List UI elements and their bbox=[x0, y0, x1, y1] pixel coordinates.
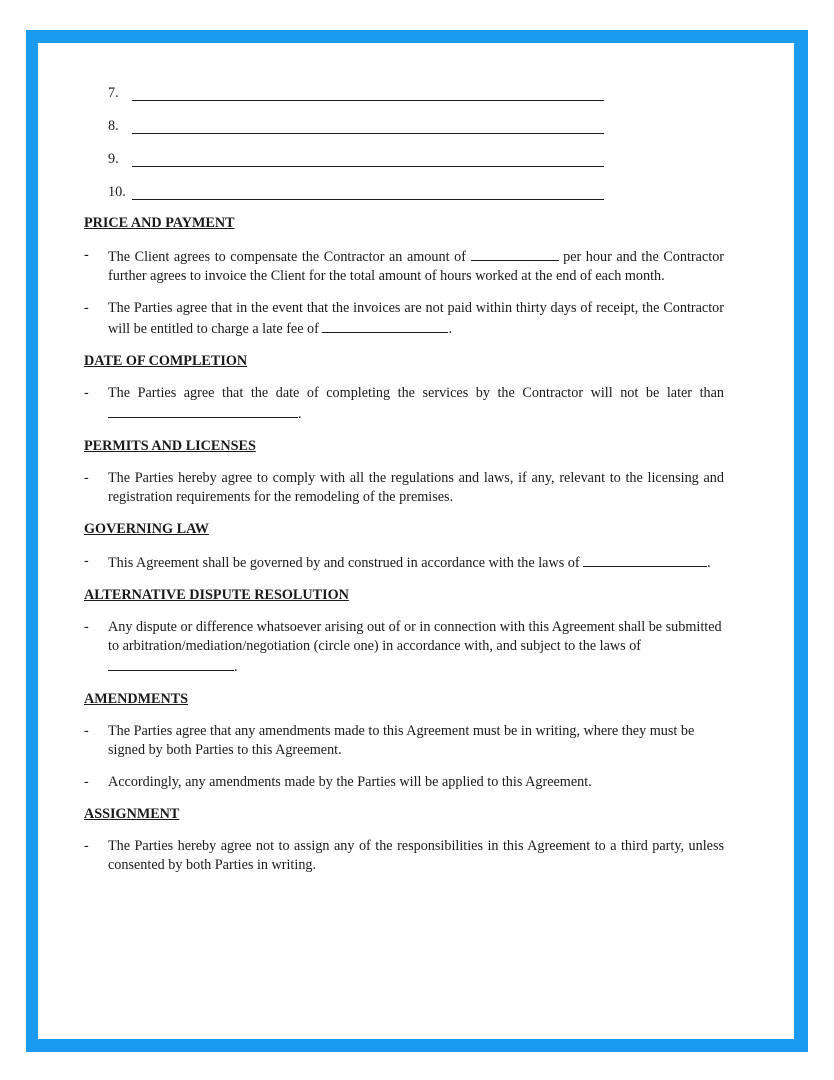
blank-field-governing-law[interactable] bbox=[583, 552, 707, 567]
document-body bbox=[84, 84, 724, 888]
bullet-text: The Parties agree that any amendments made to this Agreement must be in writing, where they must be signed by both Parties to this Agreement. bbox=[108, 723, 695, 758]
heading-amendments: AMENDMENTS bbox=[84, 691, 189, 707]
bullet-item bbox=[84, 552, 724, 573]
bullet-dash: - bbox=[84, 619, 89, 635]
bullet-dash: - bbox=[84, 553, 89, 569]
bullet-item bbox=[84, 722, 724, 760]
numbered-list bbox=[84, 84, 724, 202]
bullet-dash: - bbox=[84, 774, 89, 790]
bullet-dash: - bbox=[84, 385, 89, 401]
bullet-item bbox=[84, 299, 724, 339]
blank-line[interactable] bbox=[132, 151, 604, 167]
bullet-dash: - bbox=[84, 838, 89, 854]
list-item bbox=[84, 84, 724, 103]
bullet-item bbox=[84, 837, 724, 875]
list-item bbox=[84, 136, 724, 169]
list-item bbox=[84, 169, 724, 202]
heading-date-of-completion: DATE OF COMPLETION bbox=[84, 353, 248, 369]
bullet-dash: - bbox=[84, 723, 89, 739]
heading-assignment: ASSIGNMENT bbox=[84, 806, 180, 822]
heading-permits-and-licenses: PERMITS AND LICENSES bbox=[84, 438, 256, 454]
blank-line[interactable] bbox=[132, 85, 604, 101]
blank-field-dispute-laws[interactable] bbox=[108, 656, 234, 671]
blank-field-completion-date[interactable] bbox=[108, 403, 298, 418]
bullet-item bbox=[84, 618, 724, 677]
bullet-text: The Parties hereby agree to comply with all the regulations and laws, if any, relevant to the licensing and registration requirements for the remodeling of the premises. bbox=[108, 470, 724, 505]
item-number: 7. bbox=[108, 85, 119, 101]
bullet-dash: - bbox=[84, 247, 89, 263]
bullet-text: This Agreement shall be governed by and construed in accordance with the laws of . bbox=[108, 552, 724, 573]
bullet-item bbox=[84, 469, 724, 507]
item-number: 9. bbox=[108, 151, 119, 167]
bullet-item bbox=[84, 773, 724, 792]
blank-line[interactable] bbox=[132, 184, 604, 200]
blank-field-hourly-rate[interactable] bbox=[471, 246, 559, 261]
list-item bbox=[84, 103, 724, 136]
heading-governing-law: GOVERNING LAW bbox=[84, 521, 209, 537]
bullet-item bbox=[84, 384, 724, 424]
item-number: 10. bbox=[108, 184, 126, 200]
bullet-item bbox=[84, 246, 724, 286]
bullet-text: The Parties agree that the date of completing the services by the Contractor will not be later than . bbox=[108, 385, 724, 422]
bullet-text: Accordingly, any amendments made by the Parties will be applied to this Agreement. bbox=[108, 774, 592, 790]
bullet-text: The Client agrees to compensate the Contractor an amount of per hour and the Contractor further agrees to invoice the Client for the total amount of hours worked at the end of each month. bbox=[108, 246, 724, 286]
blank-field-late-fee[interactable] bbox=[322, 318, 448, 333]
bullet-text: The Parties hereby agree not to assign any of the responsibilities in this Agreement to a third party, unless consented by both Parties in writing. bbox=[108, 838, 724, 873]
bullet-text: The Parties agree that in the event that the invoices are not paid within thirty days of receipt, the Contractor will be entitled to charge a late fee of . bbox=[108, 300, 724, 337]
bullet-text: Any dispute or difference whatsoever arising out of or in connection with this Agreement shall be submitted to arbitration/mediation/negotiation (circle one) in accordance with, and subject to the laws of . bbox=[108, 619, 722, 675]
heading-price-and-payment: PRICE AND PAYMENT bbox=[84, 215, 235, 231]
item-number: 8. bbox=[108, 118, 119, 134]
blank-line[interactable] bbox=[132, 118, 604, 134]
heading-alternative-dispute-resolution: ALTERNATIVE DISPUTE RESOLUTION bbox=[84, 587, 349, 603]
bullet-dash: - bbox=[84, 470, 89, 486]
bullet-dash: - bbox=[84, 300, 89, 316]
